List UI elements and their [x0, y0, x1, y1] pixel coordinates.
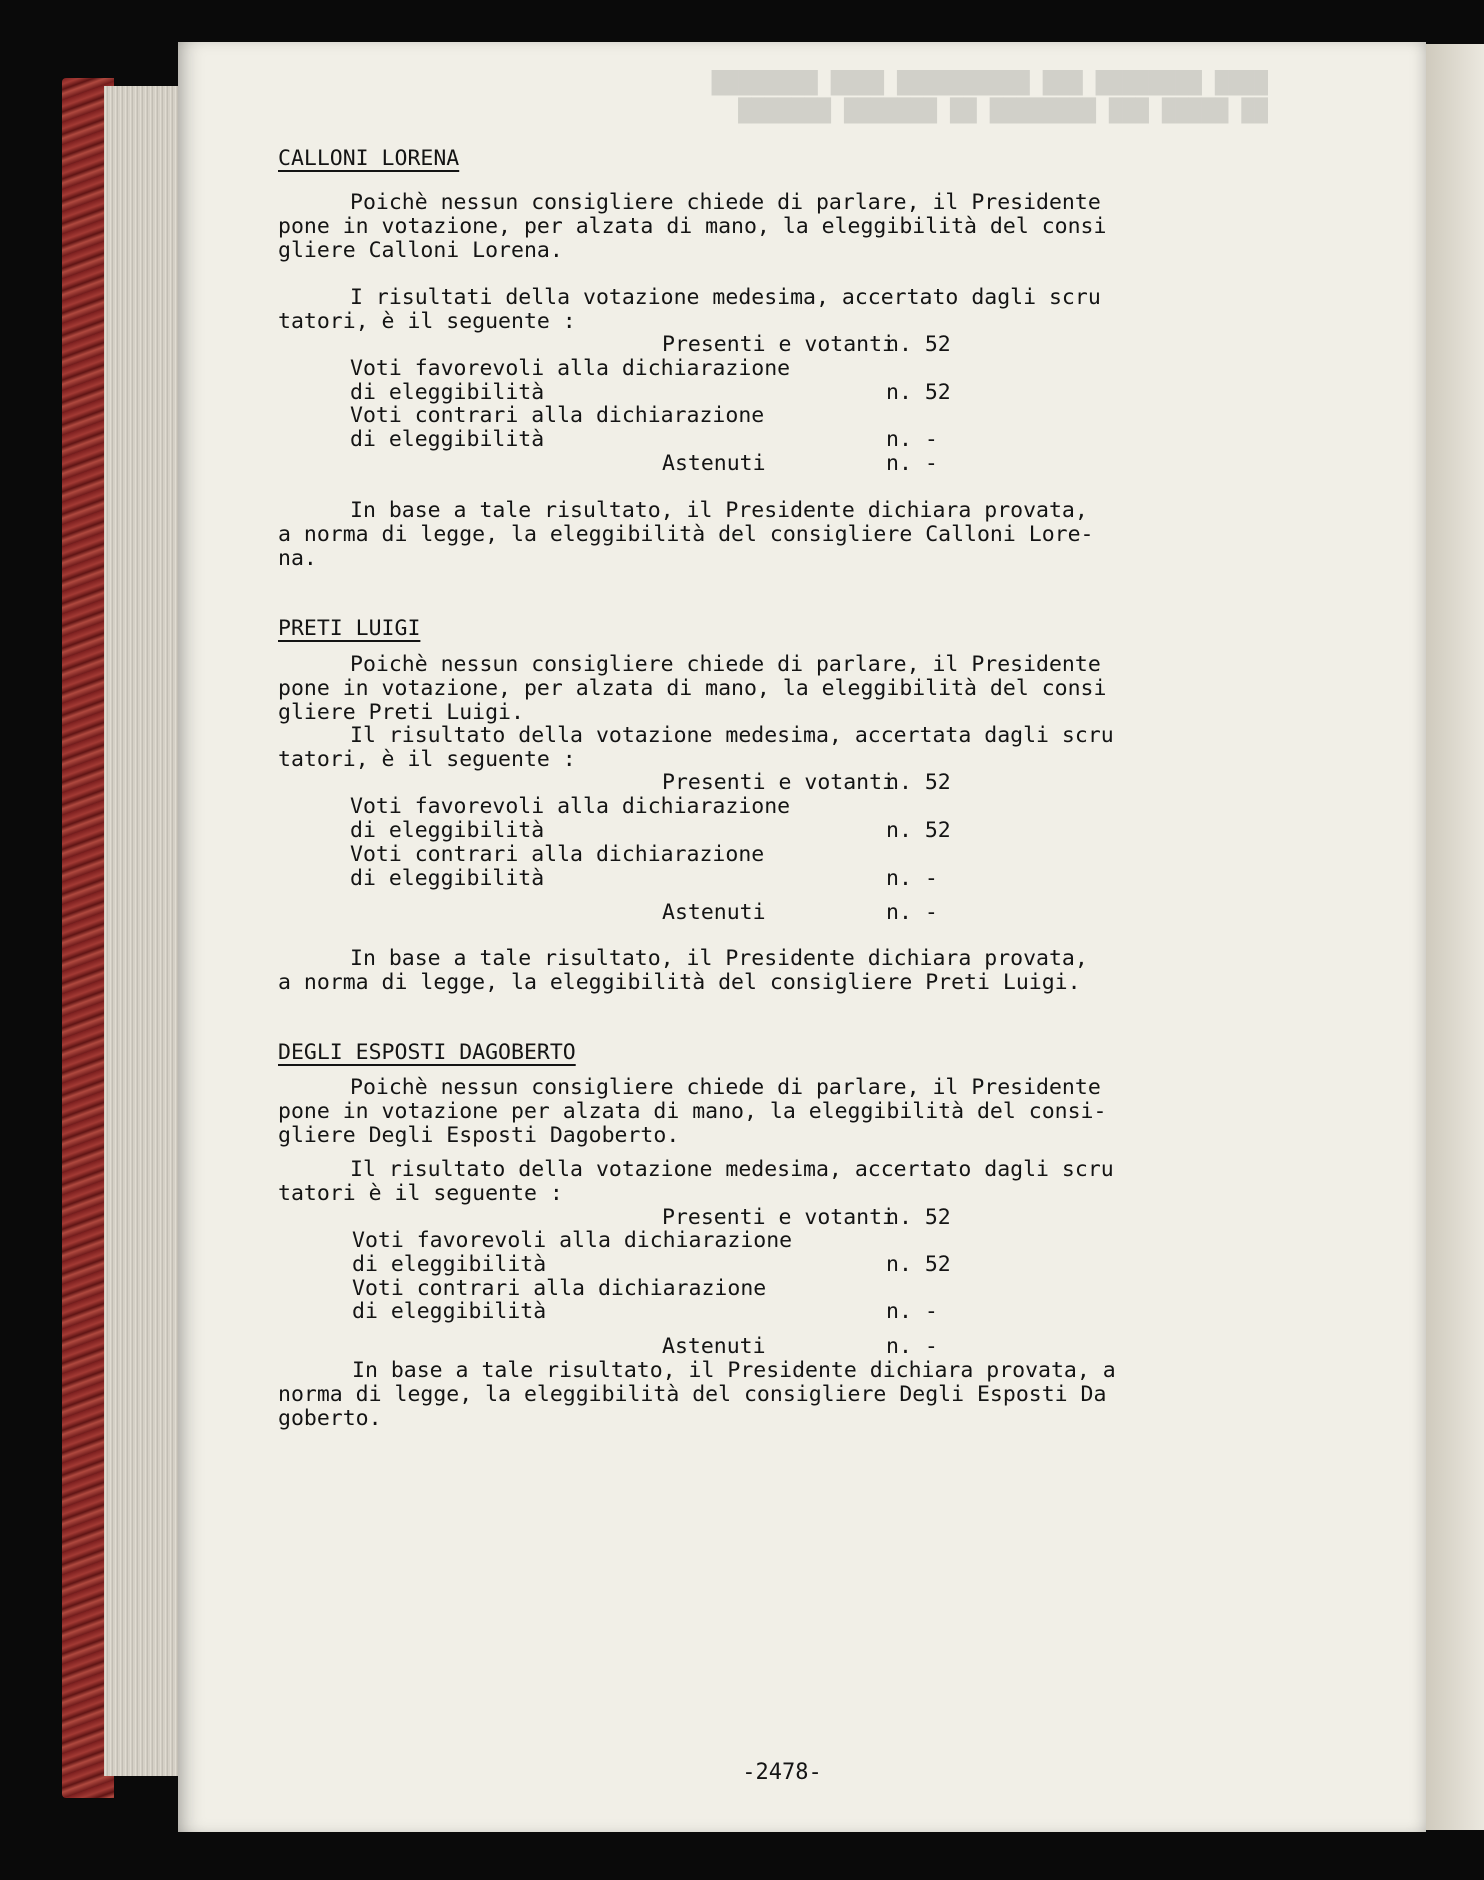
contrari-value: n. -	[886, 866, 938, 891]
contrari-label: di eleggibilità	[350, 427, 545, 452]
text-line: Poichè nessun consigliere chiede di parlare, il Presidente	[350, 190, 1101, 215]
text-line: tatori, è il seguente :	[278, 309, 576, 334]
page-number: -2478-	[742, 1760, 822, 1785]
text-line: a norma di legge, la eleggibilità del consigliere Preti Luigi.	[278, 970, 1081, 995]
text-line: norma di legge, la eleggibilità del consigliere Degli Esposti Da	[278, 1382, 1107, 1407]
favorevoli-value: n. 52	[886, 380, 951, 405]
presenti-label: Presenti e votanti	[662, 1205, 895, 1230]
favorevoli-label: di eleggibilità	[350, 818, 545, 843]
text-line: Poichè nessun consigliere chiede di parlare, il Presidente	[350, 1075, 1101, 1100]
favorevoli-label: Voti favorevoli alla dichiarazione	[350, 356, 791, 381]
text-line: tatori è il seguente :	[278, 1181, 563, 1206]
page-number-row	[0, 1760, 1484, 1785]
text-line: a norma di legge, la eleggibilità del consigliere Calloni Lore-	[278, 522, 1094, 547]
favorevoli-label: Voti favorevoli alla dichiarazione	[350, 794, 791, 819]
text-line: Poichè nessun consigliere chiede di parlare, il Presidente	[350, 652, 1101, 677]
section-heading: DEGLI ESPOSTI DAGOBERTO	[278, 1040, 576, 1065]
presenti-value: n. 52	[886, 770, 951, 795]
contrari-label: Voti contrari alla dichiarazione	[350, 842, 765, 867]
contrari-label: di eleggibilità	[352, 1299, 547, 1324]
favorevoli-value: n. 52	[886, 818, 951, 843]
text-line: pone in votazione, per alzata di mano, la eleggibilità del consi	[278, 676, 1107, 701]
favorevoli-label: di eleggibilità	[350, 380, 545, 405]
astenuti-value: n. -	[886, 451, 938, 476]
contrari-label: Voti contrari alla dichiarazione	[352, 1276, 767, 1301]
text-line: Il risultato della votazione medesima, accertata dagli scru	[350, 723, 1114, 748]
contrari-label: di eleggibilità	[350, 866, 545, 891]
astenuti-value: n. -	[886, 1334, 938, 1359]
section-heading: PRETI LUIGI	[278, 616, 421, 641]
contrari-value: n. -	[886, 427, 938, 452]
favorevoli-value: n. 52	[886, 1252, 951, 1277]
contrari-value: n. -	[886, 1299, 938, 1324]
presenti-value: n. 52	[886, 332, 951, 357]
astenuti-label: Astenuti	[662, 451, 766, 476]
text-line: In base a tale risultato, il Presidente dichiara provata,	[350, 946, 1088, 971]
favorevoli-label: di eleggibilità	[352, 1252, 547, 1277]
text-line: In base a tale risultato, il Presidente dichiara provata, a	[352, 1358, 1116, 1383]
contrari-label: Voti contrari alla dichiarazione	[350, 403, 765, 428]
text-line: I risultati della votazione medesima, accertato dagli scru	[350, 285, 1101, 310]
text-line: tatori, è il seguente :	[278, 747, 576, 772]
text-line: na.	[278, 546, 317, 571]
text-line: goberto.	[278, 1406, 382, 1431]
astenuti-label: Astenuti	[662, 1334, 766, 1359]
presenti-label: Presenti e votanti	[662, 770, 895, 795]
text-line: In base a tale risultato, il Presidente dichiara provata,	[350, 498, 1088, 523]
presenti-value: n. 52	[886, 1205, 951, 1230]
astenuti-value: n. -	[886, 900, 938, 925]
favorevoli-label: Voti favorevoli alla dichiarazione	[352, 1228, 793, 1253]
section-heading: CALLONI LORENA	[278, 146, 460, 171]
text-line: gliere Preti Luigi.	[278, 700, 524, 725]
text-line: pone in votazione, per alzata di mano, la eleggibilità del consi	[278, 214, 1107, 239]
text-line: gliere Degli Esposti Dagoberto.	[278, 1123, 680, 1148]
text-line: pone in votazione per alzata di mano, la eleggibilità del consi-	[278, 1099, 1107, 1124]
text-line: Il risultato della votazione medesima, accertato dagli scru	[350, 1157, 1114, 1182]
presenti-label: Presenti e votanti	[662, 332, 895, 357]
astenuti-label: Astenuti	[662, 900, 766, 925]
text-line: gliere Calloni Lorena.	[278, 238, 563, 263]
